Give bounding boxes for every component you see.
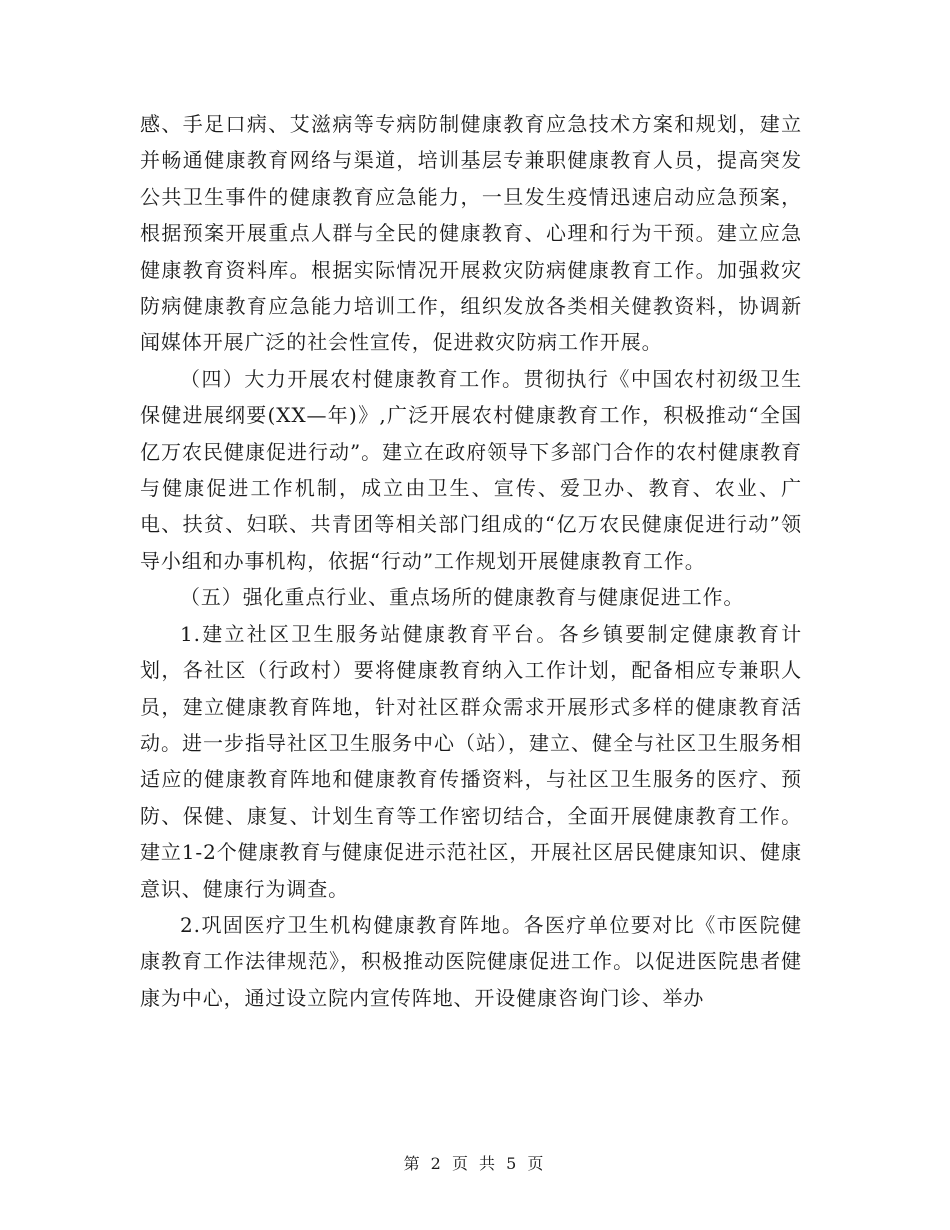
paragraph-4: 1.建立社区卫生服务站健康教育平台。各乡镇要制定健康教育计划，各社区（行政村）要将健康教育纳入工作计划，配备相应专兼职人员，建立健康教育阵地，针对社区群众需求开展形式多样的健康教育活动。进一步指导社区卫生服务中心（站），建立、健全与社区卫生服务相适应的健康教育阵地和健康教育传播资料，与社区卫生服务的医疗、预防、保健、康复、计划生育等工作密切结合，全面开展健康教育工作。建立1-2个健康教育与健康促进示范社区，开展社区居民健康知识、健康意识、健康行为调查。 bbox=[140, 621, 802, 901]
paragraph-5: 2.巩固医疗卫生机构健康教育阵地。各医疗单位要对比《市医院健康教育工作法律规范》，积极推动医院健康促进工作。以促进医院患者健康为中心，通过设立院内宣传阵地、开设健康咨询门诊、举办 bbox=[140, 912, 802, 1010]
paragraph-1: 感、手足口病、艾滋病等专病防制健康教育应急技术方案和规划，建立并畅通健康教育网络与渠道，培训基层专兼职健康教育人员，提高突发公共卫生事件的健康教育应急能力，一旦发生疫情迅速启动应急预案，根据预案开展重点人群与全民的健康教育、心理和行为干预。建立应急健康教育资料库。根据实际情况开展救灾防病健康教育工作。加强救灾防病健康教育应急能力培训工作，组织发放各类相关健教资料，协调新闻媒体开展广泛的社会性宣传，促进救灾防病工作开展。 bbox=[140, 112, 802, 355]
paragraph-3: （五）强化重点行业、重点场所的健康教育与健康促进工作。 bbox=[180, 585, 745, 610]
paragraph-2: （四）大力开展农村健康教育工作。贯彻执行《中国农村初级卫生保健进展纲要(XX—年)》,广泛开展农村健康教育工作，积极推动“全国亿万农民健康促进行动”。建立在政府领导下多部门合作的农村健康教育与健康促进工作机制，成立由卫生、宣传、爱卫办、教育、农业、广电、扶贫、妇联、共青团等相关部门组成的“亿万农民健康促进行动”领导小组和办事机构，依据“行动”工作规划开展健康教育工作。 bbox=[140, 366, 802, 573]
document-body bbox=[140, 106, 802, 1016]
page-footer: 第 2 页 共 5 页 bbox=[403, 1154, 547, 1173]
